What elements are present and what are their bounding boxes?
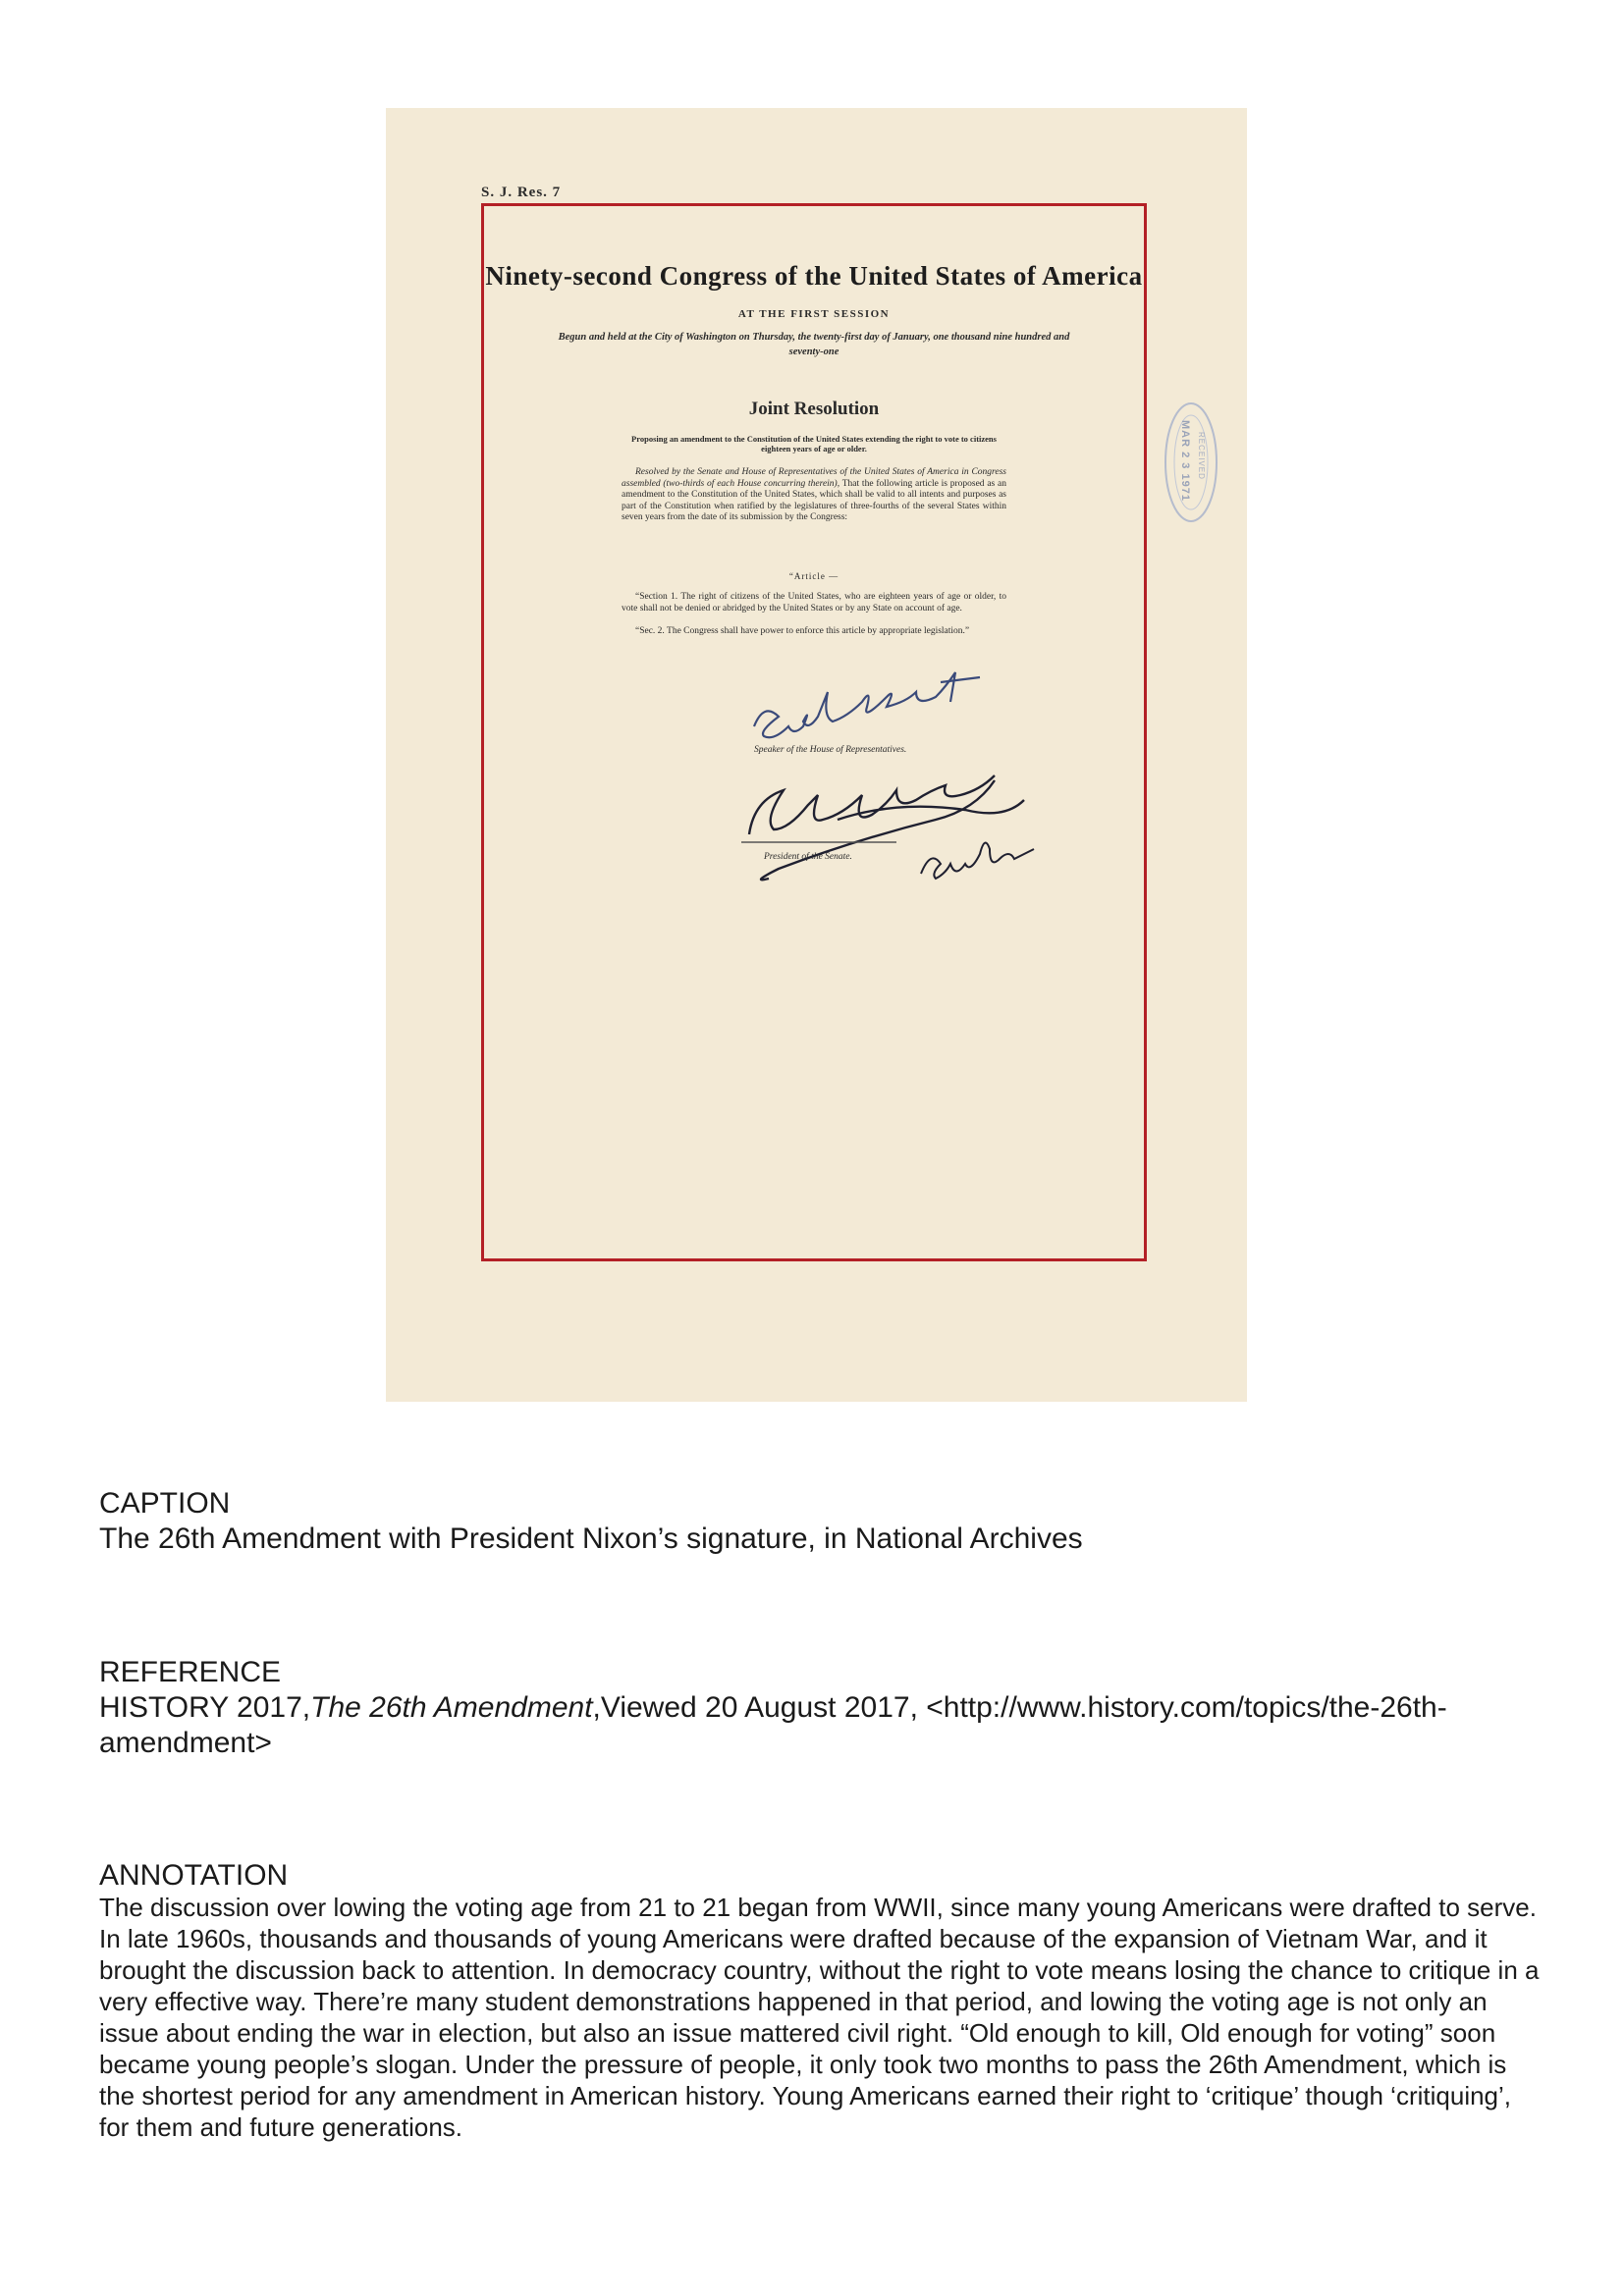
senate-signature — [749, 775, 1024, 880]
resolved-rest: That the following article is proposed as an amendment to the Constitution of the United States, which shall be valid to all intents and purposes as part of the Constitution when ratified by the legislatures of three-fourths of the several States within seven years from the date of its submission by the Congress: — [622, 478, 1006, 522]
session-line: AT THE FIRST SESSION — [737, 308, 891, 320]
reference-text — [99, 1690, 1543, 1761]
article-heading: “Article — — [788, 571, 839, 581]
stamp-label: RECEIVED — [1197, 432, 1206, 480]
annotation-text: The discussion over lowing the voting age from 21 to 21 began from WWII, since many young Americans were drafted to serve. In late 1960s, thousands and thousands of young Americans were drafted because of the expansion of Vietnam War, and it brought the discussion back to attention. In democracy country, without the right to vote means losing the chance to critique in a very effective way. There’re many student demonstrations happened in that period, and lowing the voting age is not only an issue about ending the war in election, but also an issue mattered civil right. “Old enough to kill, Old enough for voting” soon became young people’s slogan. Under the pressure of people, it only took two months to pass the 26th Amendment, which is the shortest period for any amendment in American history. Young Americans earned their right to ‘critique’ though ‘critiquing’, for them and future generations. — [99, 1893, 1540, 2142]
reference-suffix: ,Viewed 20 August 2017, <http://www.history.com/topics/the-26th-amendment> — [99, 1691, 1447, 1759]
stamp-date: MAR 2 3 1971 — [1179, 420, 1191, 502]
red-border-frame — [481, 203, 1147, 1261]
pro-tempore-signature — [921, 843, 1034, 879]
signatures — [484, 206, 1144, 1258]
speaker-signature — [754, 672, 980, 737]
caption-heading: CAPTION — [99, 1487, 231, 1520]
congress-title: Ninety-second Congress of the United States of America — [485, 261, 1143, 291]
reference-prefix: HISTORY 2017, — [99, 1691, 311, 1724]
annotation-heading: ANNOTATION — [99, 1859, 289, 1892]
section-2: “Sec. 2. The Congress shall have power to enforce this article by appropriate legislation.” — [635, 626, 970, 636]
caption-text: The 26th Amendment with President Nixon’s signature, in National Archives — [99, 1522, 1083, 1555]
joint-resolution-heading: Joint Resolution — [748, 399, 880, 419]
begun-line: Begun and held at the City of Washington on Thursday, the twenty-first day of January, one thousand nine hundred and seventy-one — [558, 332, 1070, 357]
section-1: “Section 1. The right of citizens of the United States, who are eighteen years of age or older, to vote shall not be denied or abridged by the United States or by any State on account of age. — [622, 592, 1006, 614]
resolved-intro: Resolved by the Senate and House of Representatives of the United States of America in Congress assembled (two-thirds of each House concurring therein), — [622, 467, 1006, 489]
reference-heading: REFERENCE — [99, 1656, 282, 1688]
document-body — [484, 206, 1144, 1258]
resolution-number: S. J. Res. 7 — [481, 185, 562, 200]
document-scan — [386, 108, 1247, 1402]
speaker-title: Speaker of the House of Representatives. — [754, 745, 907, 755]
proposing-text: Proposing an amendment to the Constitution of the United States extending the right to vote to citizens eighteen years of age or older. — [631, 434, 997, 454]
president-title: President of the Senate. — [764, 852, 852, 862]
reference-title: The 26th Amendment — [310, 1691, 593, 1724]
